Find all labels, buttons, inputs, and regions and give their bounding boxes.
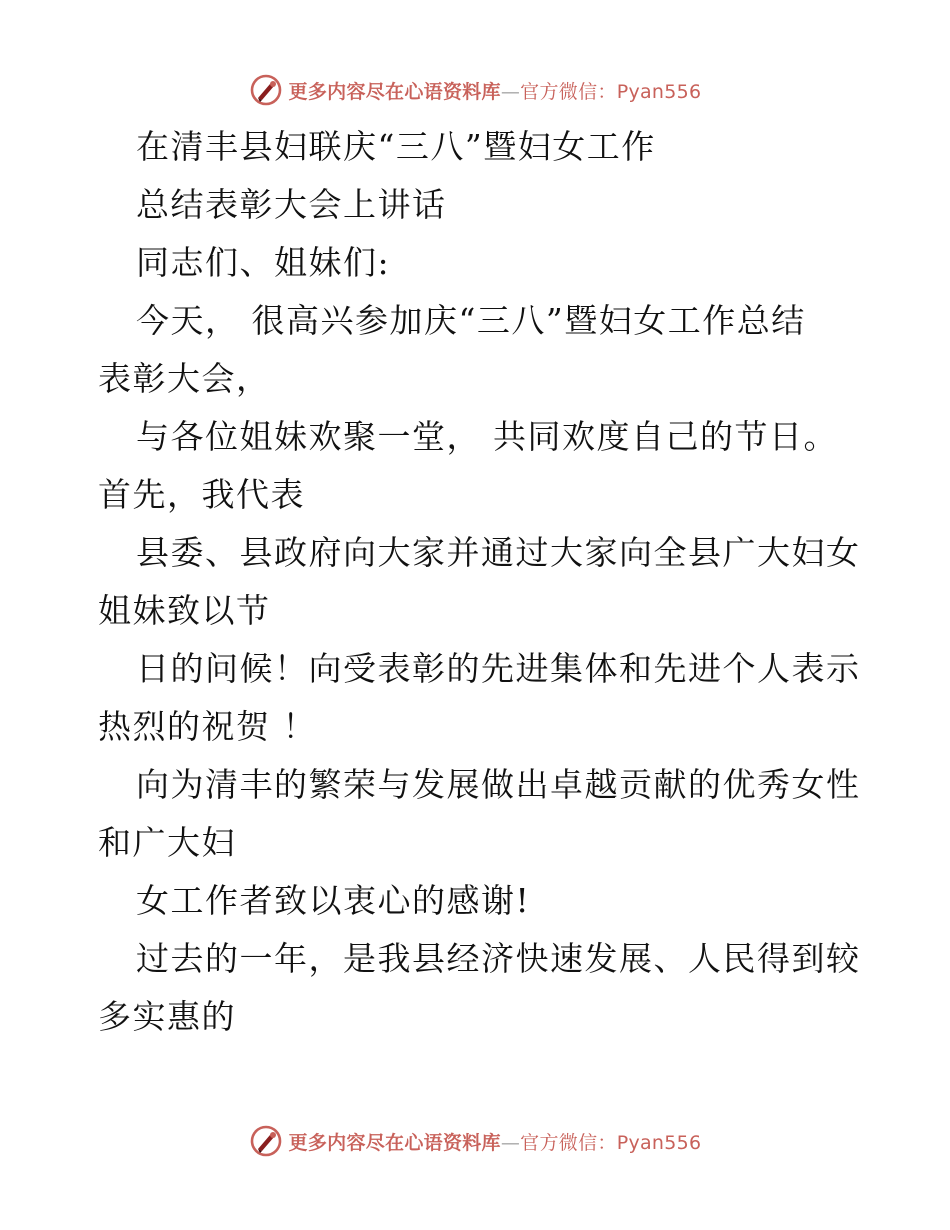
watermark-site-name: 更多内容尽在心语资料库 bbox=[288, 80, 501, 103]
document-line: 今天， 很高兴参加庆“三八”暨妇女工作总结 bbox=[136, 301, 806, 340]
document-line: 女工作者致以衷心的感谢! bbox=[136, 881, 531, 920]
document-line: 向为清丰的繁荣与发展做出卓越贡献的优秀女性 bbox=[136, 765, 861, 804]
pen-circle-logo-icon bbox=[249, 1124, 283, 1158]
document-line: 日的问候！向受表彰的先进集体和先进个人表示 bbox=[136, 649, 861, 688]
watermark-wechat-label: 官方微信： bbox=[520, 80, 617, 103]
document-line: 表彰大会， bbox=[98, 359, 271, 398]
footer-watermark bbox=[0, 1121, 950, 1161]
watermark-content bbox=[249, 1124, 702, 1158]
watermark-separator: — bbox=[500, 80, 521, 103]
watermark-separator: — bbox=[500, 1131, 521, 1154]
document-line: 在清丰县妇联庆“三八”暨妇女工作 bbox=[136, 127, 656, 166]
watermark-content bbox=[249, 73, 702, 107]
document-line: 多实惠的 bbox=[98, 997, 236, 1036]
document-line: 同志们、姐妹们: bbox=[136, 243, 391, 282]
document-line: 与各位姐妹欢聚一堂， 共同欢度自己的节日。 bbox=[136, 417, 838, 456]
document-body bbox=[98, 118, 861, 1046]
watermark-wechat-handle: Pyan556 bbox=[616, 80, 702, 103]
document-line: 过去的一年，是我县经济快速发展、人民得到较 bbox=[136, 939, 861, 978]
document-line: 姐妹致以节 bbox=[98, 591, 271, 630]
watermark-wechat-label: 官方微信： bbox=[520, 1131, 617, 1154]
watermark-text bbox=[289, 1128, 702, 1155]
document-line: 县委、县政府向大家并通过大家向全县广大妇女 bbox=[136, 533, 861, 572]
watermark-site-name: 更多内容尽在心语资料库 bbox=[288, 1131, 501, 1154]
document-line: 热烈的祝贺 ！ bbox=[98, 707, 317, 746]
header-watermark bbox=[0, 70, 950, 110]
watermark-text bbox=[289, 77, 702, 104]
watermark-wechat-handle: Pyan556 bbox=[616, 1131, 702, 1154]
pen-circle-logo-icon bbox=[249, 73, 283, 107]
document-line: 首先，我代表 bbox=[98, 475, 305, 514]
document-line: 和广大妇 bbox=[98, 823, 236, 862]
document-line: 总结表彰大会上讲话 bbox=[136, 185, 447, 224]
